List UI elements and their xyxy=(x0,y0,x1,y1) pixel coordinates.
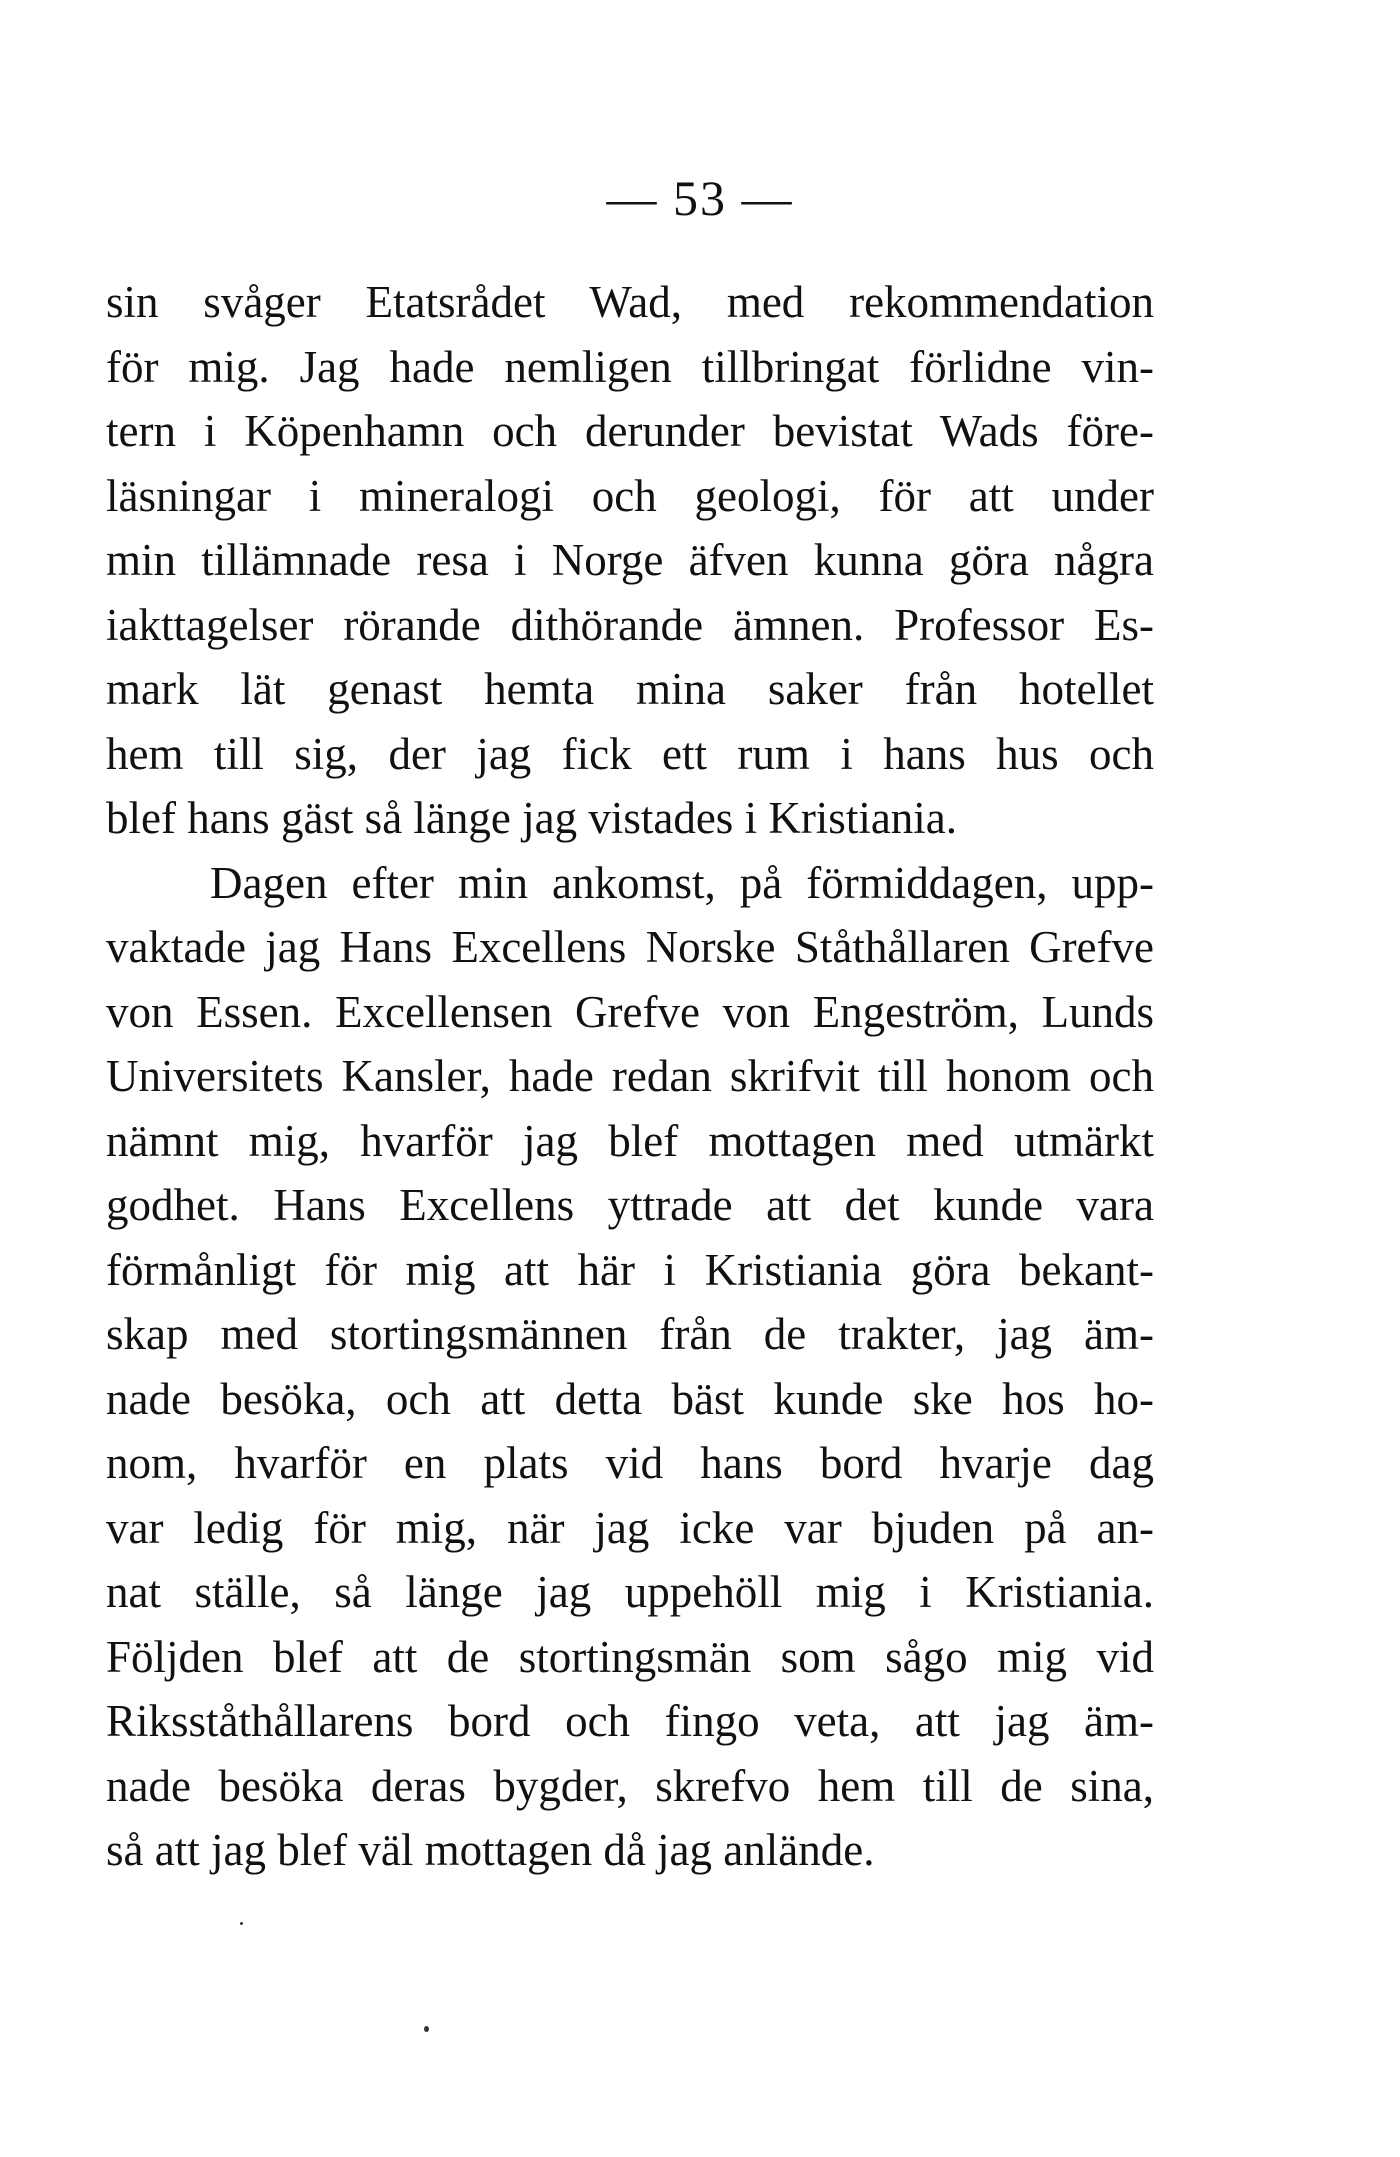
text-line: vaktade jag Hans Excellens Norske Ståthållaren Grefve xyxy=(106,922,1154,972)
text-line: Universitets Kansler, hade redan skrifvit till honom och xyxy=(106,1051,1154,1101)
text-line: Dagen efter min ankomst, på förmiddagen, upp- xyxy=(210,857,1154,908)
text-line: tern i Köpenhamn och derunder bevistat Wads före- xyxy=(106,406,1154,456)
text-line: Riksståthållarens bord och fingo veta, att jag äm- xyxy=(106,1696,1154,1746)
text-line: förmånligt för mig att här i Kristiania göra bekant- xyxy=(106,1244,1154,1295)
text-line: för mig. Jag hade nemligen tillbringat förlidne vin- xyxy=(106,341,1154,392)
text-line: iakttagelser rörande dithörande ämnen. Professor Es- xyxy=(106,599,1154,650)
text-line: skap med stortingsmännen från de trakter, jag äm- xyxy=(106,1309,1154,1359)
text-line: nade besöka, och att detta bäst kunde ske hos ho- xyxy=(106,1373,1154,1424)
paragraph xyxy=(106,851,1154,1883)
print-speck xyxy=(424,2026,429,2032)
text-line: nom, hvarför en plats vid hans bord hvarje dag xyxy=(106,1438,1154,1488)
text-line: sin svåger Etatsrådet Wad, med rekommendation xyxy=(106,277,1154,327)
text-line: blef hans gäst så länge jag vistades i Kristiania. xyxy=(106,793,958,843)
text-line: godhet. Hans Excellens yttrade att det kunde vara xyxy=(106,1180,1154,1230)
text-line: mark lät genast hemta mina saker från hotellet xyxy=(106,664,1154,714)
text-line: min tillämnade resa i Norge äfven kunna göra några xyxy=(106,535,1154,585)
text-line: var ledig för mig, när jag icke var bjuden på an- xyxy=(106,1502,1154,1553)
paragraph xyxy=(106,270,1154,851)
page-number: — 53 — xyxy=(606,170,794,226)
text-line: Följden blef att de stortingsmän som sågo mig vid xyxy=(106,1631,1154,1682)
text-line: nade besöka deras bygder, skrefvo hem till de sina, xyxy=(106,1760,1154,1811)
text-line: hem till sig, der jag fick ett rum i hans hus och xyxy=(106,728,1154,779)
text-line: läsningar i mineralogi och geologi, för att under xyxy=(106,470,1154,521)
text-line: nämnt mig, hvarför jag blef mottagen med utmärkt xyxy=(106,1115,1154,1166)
text-line: von Essen. Excellensen Grefve von Engeström, Lunds xyxy=(106,986,1154,1037)
body-text xyxy=(106,270,1154,1883)
text-line: nat ställe, så länge jag uppehöll mig i Kristiania. xyxy=(106,1567,1154,1617)
text-line: så att jag blef väl mottagen då jag anlände. xyxy=(106,1825,875,1875)
print-speck xyxy=(240,1922,243,1925)
